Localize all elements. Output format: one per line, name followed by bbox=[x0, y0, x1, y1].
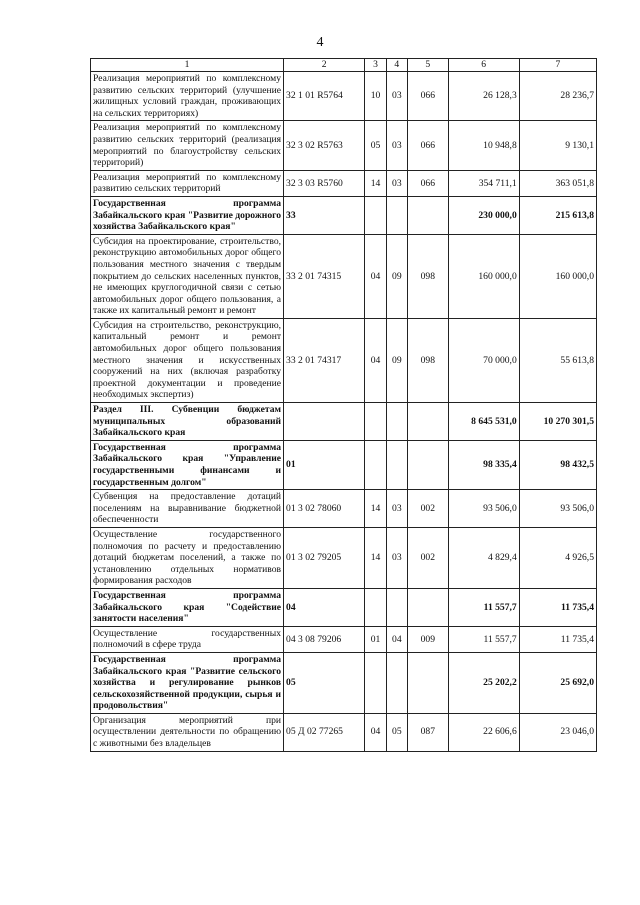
table-row bbox=[91, 318, 597, 402]
row-code: 05 bbox=[284, 652, 365, 713]
row-expense-type: 009 bbox=[407, 626, 448, 652]
column-header: 5 bbox=[407, 59, 448, 72]
row-code: 04 3 08 79206 bbox=[284, 626, 365, 652]
row-subsection: 03 bbox=[386, 490, 407, 528]
row-code: 04 bbox=[284, 588, 365, 626]
row-amount-col6: 70 000,0 bbox=[448, 318, 519, 402]
row-subsection bbox=[386, 588, 407, 626]
row-name: Государственная программа Забайкальского края "Развитие сельского хозяйства и регулирование рынков сельскохозяйственной продукции, сырья и продовольствия" bbox=[91, 652, 284, 713]
page-number: 4 bbox=[316, 35, 324, 50]
row-expense-type: 066 bbox=[407, 72, 448, 121]
row-section: 14 bbox=[365, 170, 386, 196]
row-amount-col7: 4 926,5 bbox=[519, 527, 596, 588]
row-expense-type bbox=[407, 588, 448, 626]
table-row bbox=[91, 652, 597, 713]
row-section: 01 bbox=[365, 626, 386, 652]
row-subsection bbox=[386, 196, 407, 234]
table-row bbox=[91, 713, 597, 751]
row-section: 14 bbox=[365, 527, 386, 588]
row-subsection bbox=[386, 652, 407, 713]
row-name: Реализация мероприятий по комплексному развитию сельских территорий (реализация мероприятий по благоустройству сельских территорий) bbox=[91, 121, 284, 170]
row-amount-col6: 22 606,6 bbox=[448, 713, 519, 751]
row-amount-col6: 11 557,7 bbox=[448, 588, 519, 626]
row-amount-col6: 93 506,0 bbox=[448, 490, 519, 528]
row-subsection: 09 bbox=[386, 318, 407, 402]
row-name: Реализация мероприятий по комплексному развитию сельских территорий bbox=[91, 170, 284, 196]
table-row bbox=[91, 588, 597, 626]
row-code: 32 3 03 R5760 bbox=[284, 170, 365, 196]
row-name: Осуществление государственного полномочия по расчету и предоставлению дотаций бюджетам поселений, а также по установлению отдельных нормативов формирования расходов bbox=[91, 527, 284, 588]
table-row bbox=[91, 527, 597, 588]
row-section: 10 bbox=[365, 72, 386, 121]
row-amount-col7: 11 735,4 bbox=[519, 588, 596, 626]
row-amount-col7: 363 051,8 bbox=[519, 170, 596, 196]
row-code: 05 Д 02 77265 bbox=[284, 713, 365, 751]
column-header: 7 bbox=[519, 59, 596, 72]
row-amount-col7: 160 000,0 bbox=[519, 234, 596, 318]
row-expense-type bbox=[407, 403, 448, 441]
row-section bbox=[365, 588, 386, 626]
table-row bbox=[91, 121, 597, 170]
row-amount-col7: 28 236,7 bbox=[519, 72, 596, 121]
row-section bbox=[365, 403, 386, 441]
row-subsection bbox=[386, 403, 407, 441]
row-section: 05 bbox=[365, 121, 386, 170]
column-header: 3 bbox=[365, 59, 386, 72]
row-name: Субсидия на проектирование, строительство, реконструкцию автомобильных дорог общего пользования местного значения с твердым покрытием до сельских населенных пунктов, не имеющих круглогодичной связи с сетью автомобильных дорог общего пользования, а также их капитальный ремонт и ремонт bbox=[91, 234, 284, 318]
row-amount-col6: 25 202,2 bbox=[448, 652, 519, 713]
row-subsection: 05 bbox=[386, 713, 407, 751]
row-section: 04 bbox=[365, 234, 386, 318]
row-code bbox=[284, 403, 365, 441]
row-section bbox=[365, 196, 386, 234]
row-code: 33 2 01 74315 bbox=[284, 234, 365, 318]
row-section bbox=[365, 652, 386, 713]
row-amount-col6: 160 000,0 bbox=[448, 234, 519, 318]
row-code: 01 3 02 79205 bbox=[284, 527, 365, 588]
table-row bbox=[91, 403, 597, 441]
row-amount-col7: 23 046,0 bbox=[519, 713, 596, 751]
row-expense-type: 066 bbox=[407, 170, 448, 196]
row-section: 04 bbox=[365, 713, 386, 751]
row-subsection: 09 bbox=[386, 234, 407, 318]
table-row bbox=[91, 196, 597, 234]
table-row bbox=[91, 170, 597, 196]
row-amount-col6: 230 000,0 bbox=[448, 196, 519, 234]
row-amount-col6: 354 711,1 bbox=[448, 170, 519, 196]
row-expense-type bbox=[407, 652, 448, 713]
row-expense-type: 002 bbox=[407, 527, 448, 588]
column-header: 2 bbox=[284, 59, 365, 72]
row-subsection: 03 bbox=[386, 527, 407, 588]
row-code: 32 1 01 R5764 bbox=[284, 72, 365, 121]
row-name: Организация мероприятий при осуществлении деятельности по обращению с животными без владельцев bbox=[91, 713, 284, 751]
table-row bbox=[91, 234, 597, 318]
row-name: Раздел III. Субвенции бюджетам муниципальных образований Забайкальского края bbox=[91, 403, 284, 441]
row-subsection: 03 bbox=[386, 121, 407, 170]
row-section: 04 bbox=[365, 318, 386, 402]
row-expense-type bbox=[407, 196, 448, 234]
row-name: Субсидия на строительство, реконструкцию, капитальный ремонт и ремонт автомобильных дорог общего пользования местного значения и искусственных сооружений на них (включая разработку проектной документации и проведение необходимых экспертиз) bbox=[91, 318, 284, 402]
row-amount-col7: 11 735,4 bbox=[519, 626, 596, 652]
row-amount-col7: 98 432,5 bbox=[519, 440, 596, 489]
row-amount-col6: 8 645 531,0 bbox=[448, 403, 519, 441]
table-row bbox=[91, 626, 597, 652]
table-row bbox=[91, 490, 597, 528]
row-expense-type bbox=[407, 440, 448, 489]
column-header: 4 bbox=[386, 59, 407, 72]
row-code: 01 bbox=[284, 440, 365, 489]
row-code: 01 3 02 78060 bbox=[284, 490, 365, 528]
row-expense-type: 066 bbox=[407, 121, 448, 170]
column-header: 6 bbox=[448, 59, 519, 72]
row-section bbox=[365, 440, 386, 489]
row-amount-col7: 9 130,1 bbox=[519, 121, 596, 170]
row-name: Субвенция на предоставление дотаций поселениям на выравнивание бюджетной обеспеченности bbox=[91, 490, 284, 528]
row-amount-col7: 55 613,8 bbox=[519, 318, 596, 402]
row-expense-type: 002 bbox=[407, 490, 448, 528]
row-amount-col7: 10 270 301,5 bbox=[519, 403, 596, 441]
row-code: 33 bbox=[284, 196, 365, 234]
row-name: Государственная программа Забайкальского края "Развитие дорожного хозяйства Забайкальского края" bbox=[91, 196, 284, 234]
table-row bbox=[91, 72, 597, 121]
row-name: Реализация мероприятий по комплексному развитию сельских территорий (улучшение жилищных условий граждан, проживающих на сельских территориях) bbox=[91, 72, 284, 121]
row-amount-col6: 11 557,7 bbox=[448, 626, 519, 652]
row-subsection: 03 bbox=[386, 170, 407, 196]
row-code: 33 2 01 74317 bbox=[284, 318, 365, 402]
table-body bbox=[91, 72, 597, 752]
column-header: 1 bbox=[91, 59, 284, 72]
budget-table bbox=[90, 58, 597, 752]
row-amount-col7: 25 692,0 bbox=[519, 652, 596, 713]
row-expense-type: 098 bbox=[407, 234, 448, 318]
row-amount-col6: 10 948,8 bbox=[448, 121, 519, 170]
row-name: Осуществление государственных полномочий в сфере труда bbox=[91, 626, 284, 652]
row-subsection: 04 bbox=[386, 626, 407, 652]
row-code: 32 3 02 R5763 bbox=[284, 121, 365, 170]
row-amount-col7: 215 613,8 bbox=[519, 196, 596, 234]
row-amount-col6: 98 335,4 bbox=[448, 440, 519, 489]
row-amount-col6: 26 128,3 bbox=[448, 72, 519, 121]
row-expense-type: 087 bbox=[407, 713, 448, 751]
row-subsection: 03 bbox=[386, 72, 407, 121]
row-amount-col6: 4 829,4 bbox=[448, 527, 519, 588]
row-expense-type: 098 bbox=[407, 318, 448, 402]
table-header-row bbox=[91, 59, 597, 72]
row-section: 14 bbox=[365, 490, 386, 528]
row-name: Государственная программа Забайкальского края "Содействие занятости населения" bbox=[91, 588, 284, 626]
table-row bbox=[91, 440, 597, 489]
row-amount-col7: 93 506,0 bbox=[519, 490, 596, 528]
row-subsection bbox=[386, 440, 407, 489]
row-name: Государственная программа Забайкальского края "Управление государственными финансами и государственным долгом" bbox=[91, 440, 284, 489]
